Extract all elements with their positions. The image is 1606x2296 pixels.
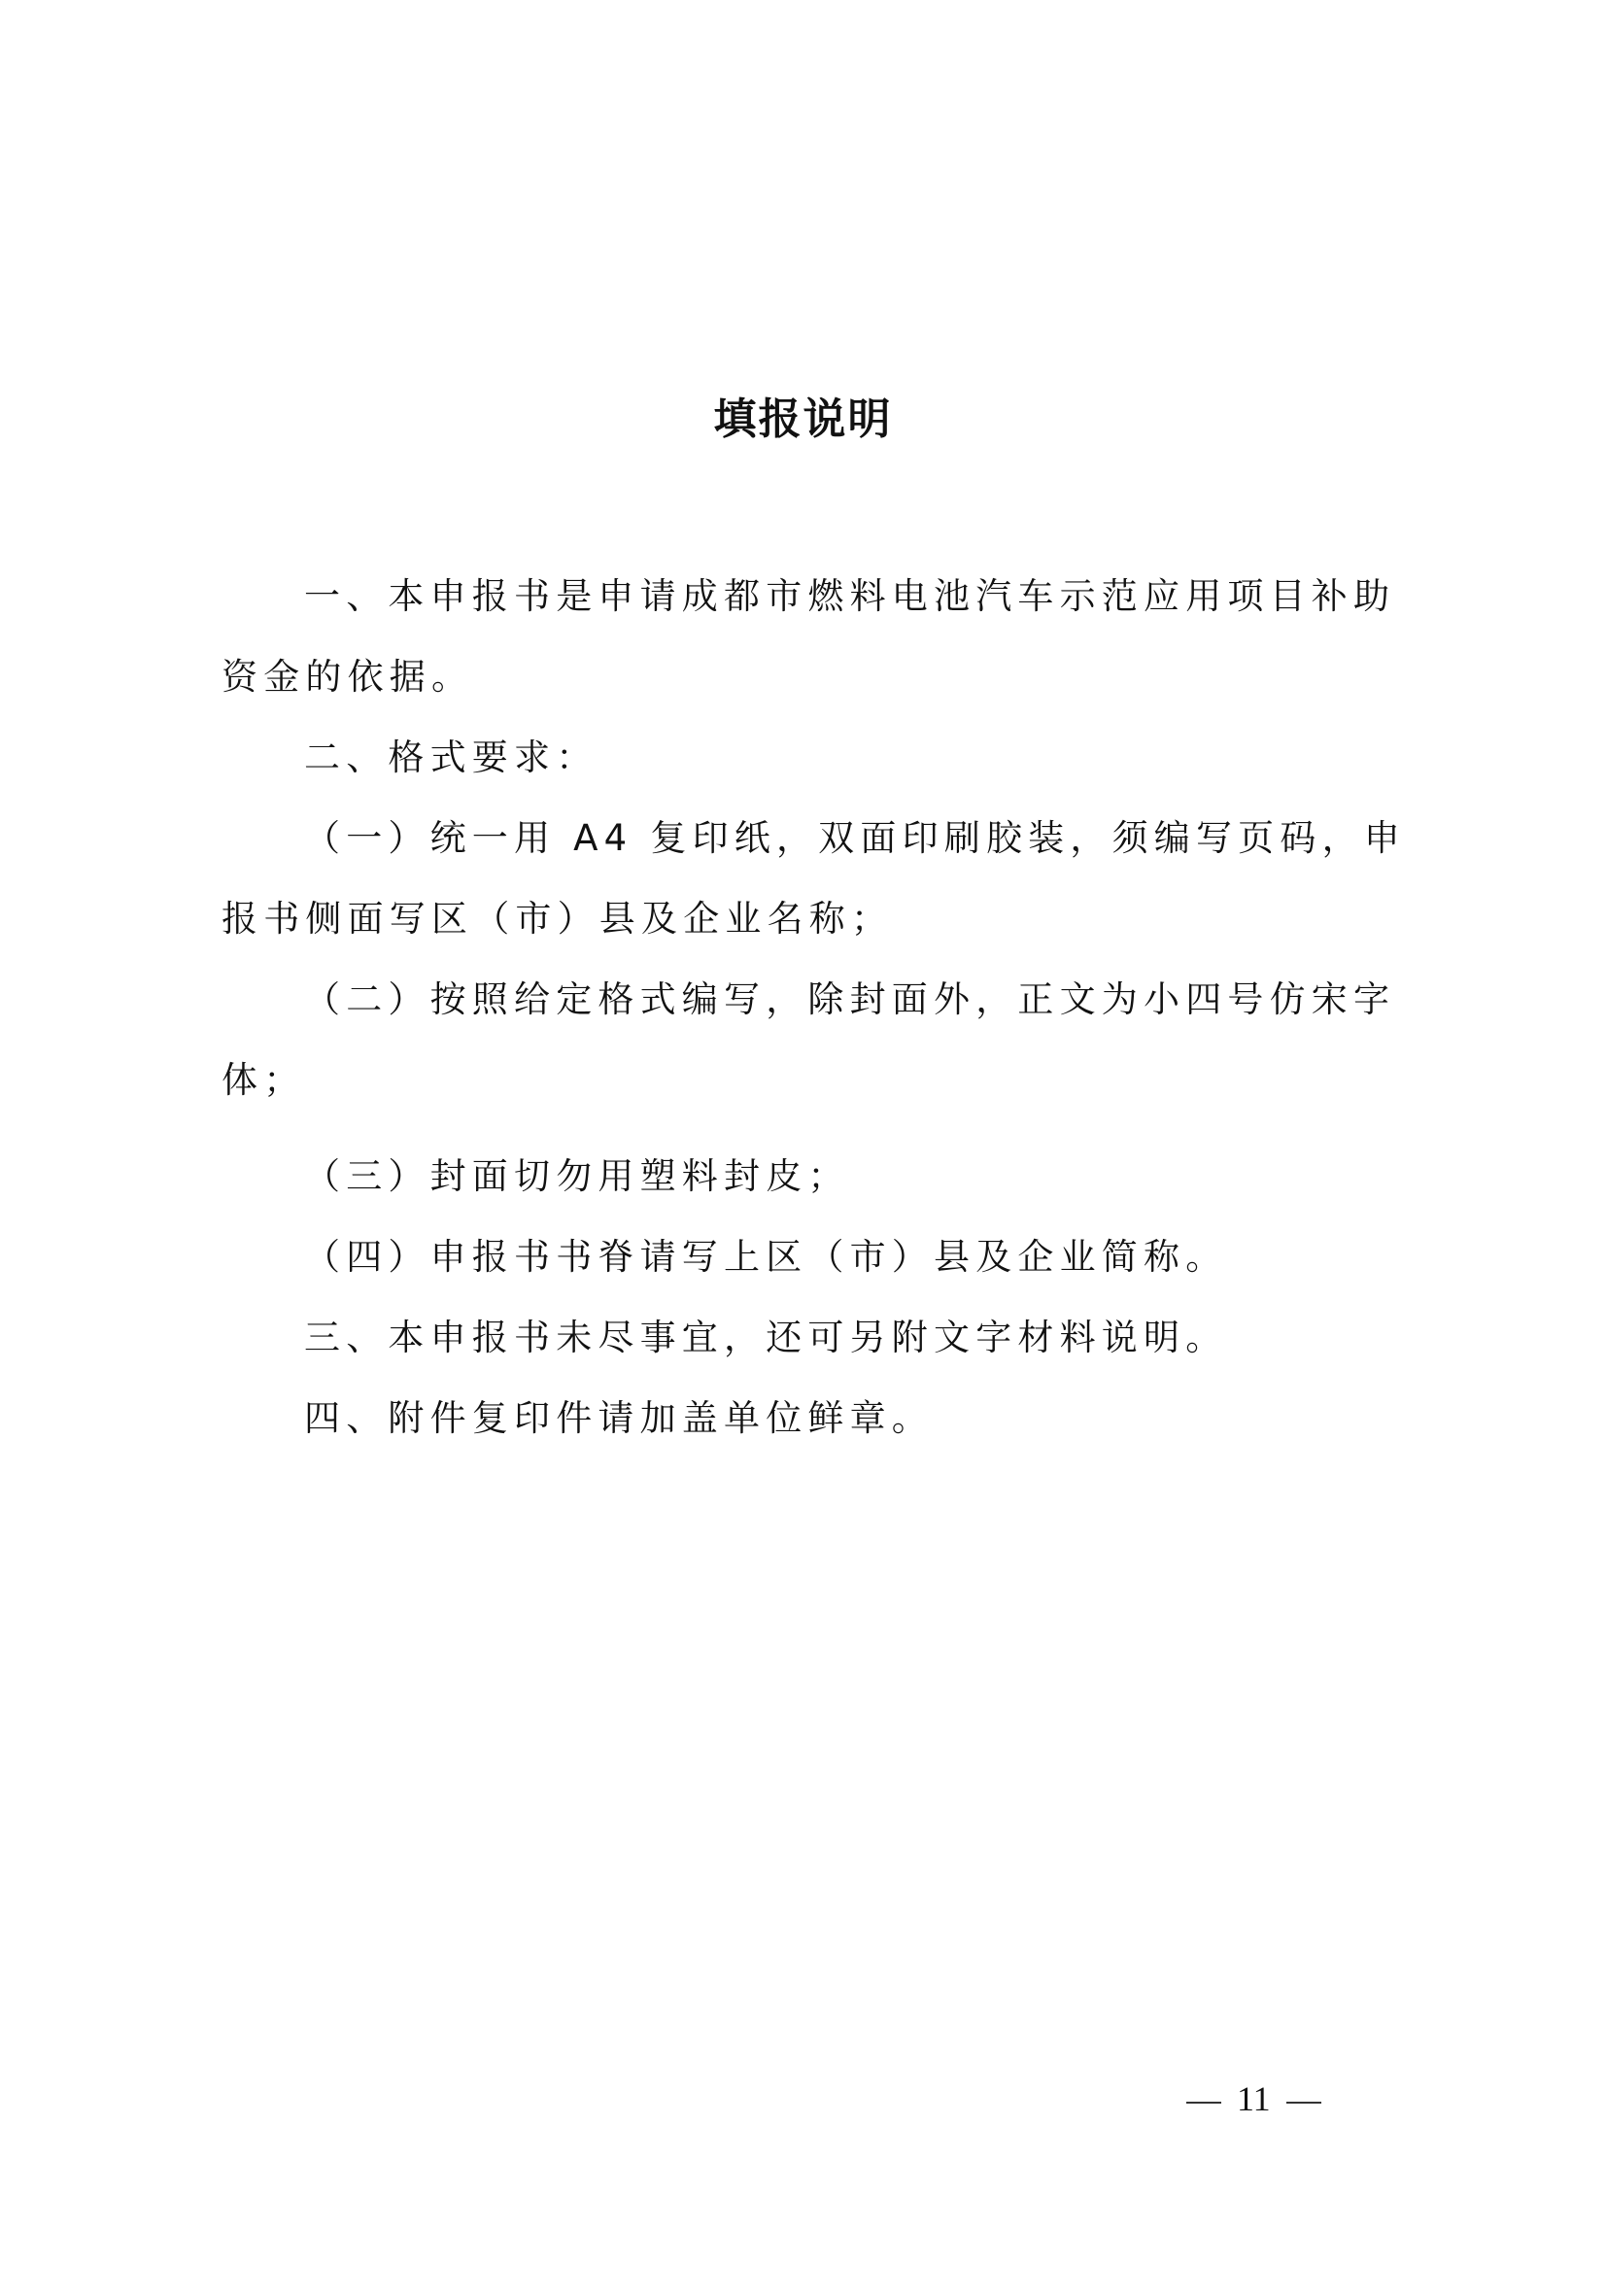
paragraph-2-heading: 二、格式要求： — [304, 737, 598, 778]
dash-right — [1286, 2102, 1321, 2104]
item-1-line-2: 报书侧面写区（市）县及企业名称； — [222, 898, 894, 940]
item-2-line-1: （二）按照给定格式编写，除封面外，正文为小四号仿宋字 — [304, 978, 1396, 1020]
item-3: （三）封面切勿用塑料封皮； — [304, 1155, 850, 1197]
page-number-value: 11 — [1237, 2079, 1271, 2118]
item-4: （四）申报书书脊请写上区（市）县及企业简称。 — [304, 1236, 1228, 1278]
paragraph-1-line-1: 一、本申报书是申请成都市燃料电池汽车示范应用项目补助 — [304, 575, 1396, 617]
item-2-line-2: 体； — [222, 1059, 306, 1101]
page-title: 填报说明 — [713, 394, 893, 444]
item-1-line-1: （一）统一用 A4 复印纸，双面印刷胶装，须编写页码，申 — [304, 817, 1406, 859]
page-number — [1171, 2079, 1326, 2118]
paragraph-3: 三、本申报书未尽事宜，还可另附文字材料说明。 — [304, 1317, 1228, 1358]
paragraph-4: 四、附件复印件请加盖单位鲜章。 — [304, 1397, 934, 1439]
dash-left — [1186, 2102, 1221, 2104]
paragraph-1-line-2: 资金的依据。 — [222, 656, 474, 698]
